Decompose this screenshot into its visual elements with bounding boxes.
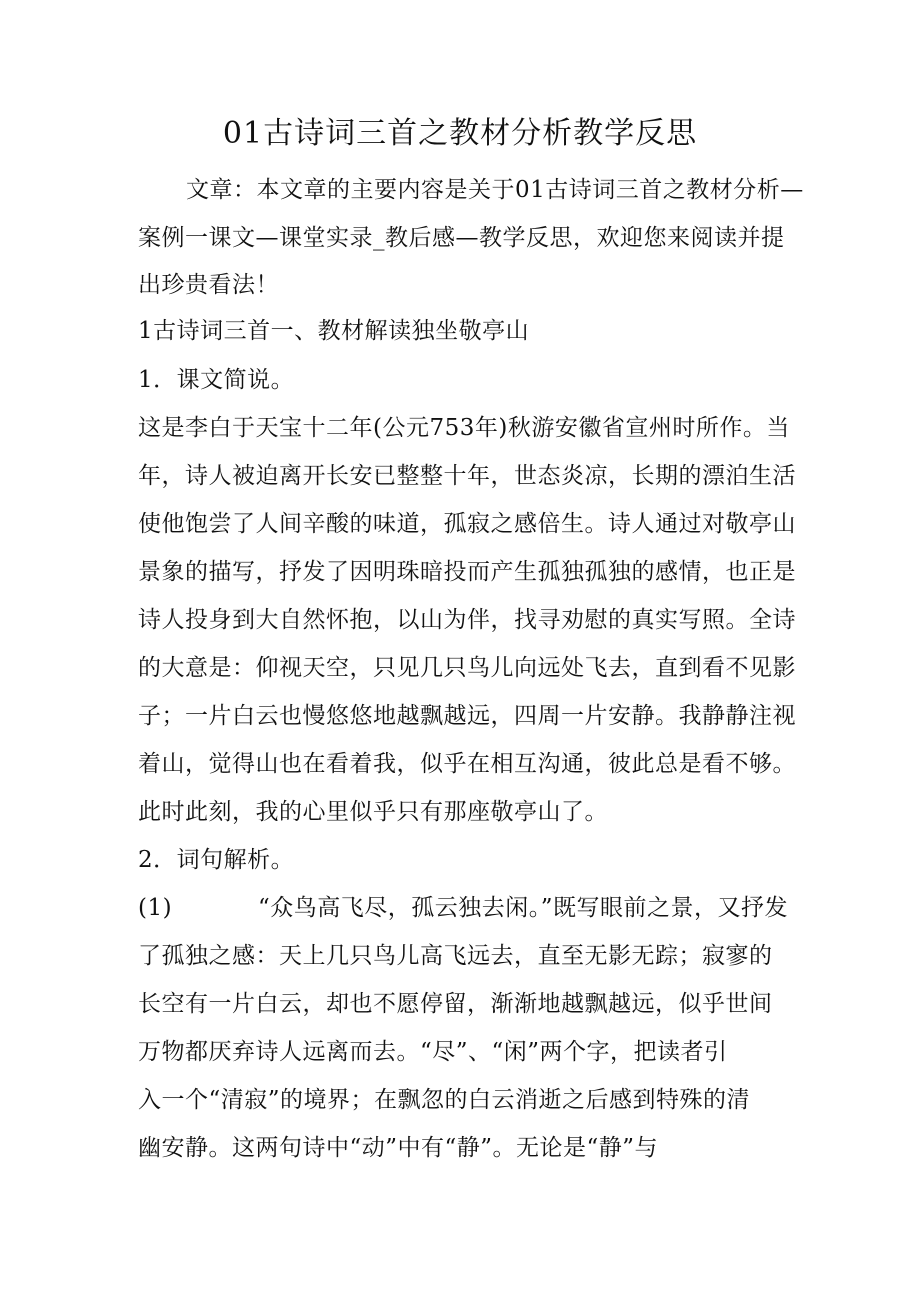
paragraph-line: 幽安静。这两句诗中“动”中有“静”。无论是“静”与: [138, 1135, 659, 1161]
paragraph-line: 这是李白于天宝十二年(公元753年)秋游安徽省宣州时所作。当: [138, 415, 790, 441]
intro-line: 出珍贵看法！: [138, 272, 279, 298]
subheading-phrase-analysis: 2．词句解析。: [138, 847, 295, 873]
intro-line: 文章：本文章的主要内容是关于01古诗词三首之教材分析—: [186, 177, 804, 203]
intro-line: 案例一课文—课堂实录_教后感—教学反思，欢迎您来阅读并提: [138, 225, 785, 251]
paragraph-line: 入一个“清寂”的境界；在飘忽的白云消逝之后感到特殊的清: [138, 1087, 751, 1113]
paragraph-line: 着山，觉得山也在看着我，似乎在相互沟通，彼此总是看不够。: [138, 751, 796, 777]
list-item-text: “众鸟高飞尽，孤云独去闲。”既写眼前之景，又抒发: [258, 895, 789, 921]
list-item-number: (1): [138, 895, 173, 921]
paragraph-line: 景象的描写，抒发了因明珠暗投而产生孤独孤独的感情，也正是: [138, 559, 796, 585]
paragraph-line: 此时此刻，我的心里似乎只有那座敬亭山了。: [138, 799, 608, 825]
section-heading: 1古诗词三首一、教材解读独坐敬亭山: [138, 318, 530, 344]
paragraph-line: 子；一片白云也慢悠悠地越飘越远，四周一片安静。我静静注视: [138, 703, 796, 729]
paragraph-line: 长空有一片白云，却也不愿停留，渐渐地越飘越远，似乎世间: [138, 991, 773, 1017]
list-item-first-line: [138, 890, 788, 926]
paragraph-line: 使他饱尝了人间辛酸的味道，孤寂之感倍生。诗人通过对敬亭山: [138, 511, 796, 537]
paragraph-line: 万物都厌弃诗人远离而去。“尽”、“闲”两个字，把读者引: [138, 1039, 728, 1065]
paragraph-line: 诗人投身到大自然怀抱，以山为伴，找寻劝慰的真实写照。全诗: [138, 607, 796, 633]
paragraph-line: 的大意是：仰视天空，只见几只鸟儿向远处飞去，直到看不见影: [138, 655, 796, 681]
paragraph-line: 年，诗人被迫离开长安已整整十年，世态炎凉，长期的漂泊生活: [138, 463, 796, 489]
document-title: 01古诗词三首之教材分析教学反思: [222, 116, 698, 151]
paragraph-line: 了孤独之感：天上几只鸟儿高飞远去，直至无影无踪；寂寥的: [138, 943, 773, 969]
subheading-text-summary: 1．课文简说。: [138, 367, 295, 393]
